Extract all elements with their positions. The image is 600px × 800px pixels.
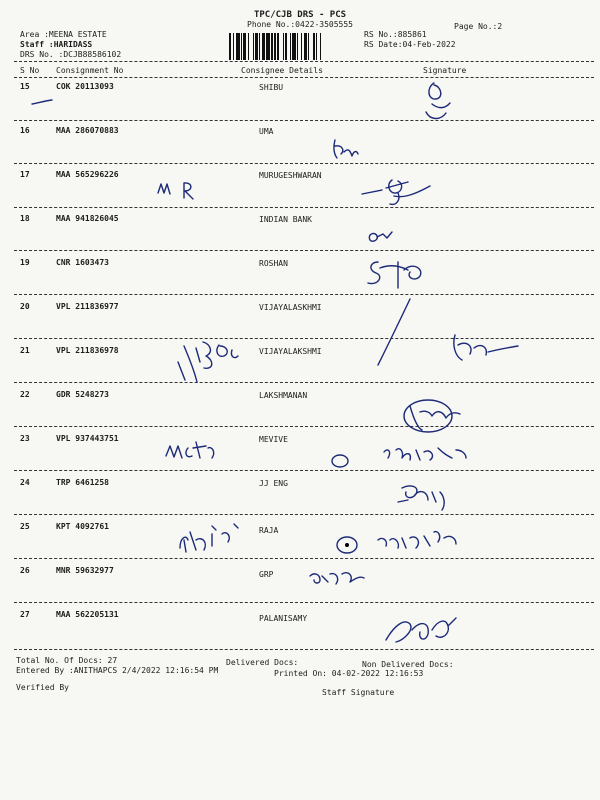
rs-date: RS Date:04-Feb-2022: [364, 40, 456, 49]
row-sno: 26: [20, 566, 30, 575]
table-row: [0, 390, 600, 430]
row-divider: [14, 250, 594, 251]
row-divider: [14, 470, 594, 471]
barcode-bar: [321, 33, 322, 60]
row-consignee: ROSHAN: [259, 259, 288, 268]
row-sno: 17: [20, 170, 30, 179]
row-consignee: INDIAN BANK: [259, 215, 312, 224]
row-consignment: MNR 59632977: [56, 566, 114, 575]
row-divider: [14, 602, 594, 603]
table-row: [0, 522, 600, 562]
row-divider: [14, 294, 594, 295]
printed-on: Printed On: 04-02-2022 12:16:53: [274, 669, 424, 678]
table-row: [0, 566, 600, 606]
row-divider: [14, 382, 594, 383]
staff-field: Staff :HARIDASS: [20, 40, 93, 49]
table-row: [0, 434, 600, 474]
table-row: [0, 126, 600, 166]
total-docs: Total No. Of Docs: 27: [16, 656, 118, 665]
row-consignee: RAJA: [259, 526, 279, 535]
entered-by: Entered By :ANITHAPCS 2/4/2022 12:16:54 PM: [16, 666, 219, 675]
row-sno: 20: [20, 302, 30, 311]
row-consignee: VIJAYALAKSHMI: [259, 347, 322, 356]
row-sno: 24: [20, 478, 30, 487]
page-number: Page No.:2: [454, 22, 503, 31]
row-consignment: VPL 937443751: [56, 434, 119, 443]
row-consignment: TRP 6461258: [56, 478, 109, 487]
row-consignee: MURUGESHWARAN: [259, 171, 322, 180]
header-divider: [14, 61, 594, 62]
delivered-docs: Delivered Docs:: [226, 658, 299, 667]
row-consignee: VIJAYALASKHMI: [259, 303, 322, 312]
row-consignment: KPT 4092761: [56, 522, 109, 531]
rs-number: RS No.:885861: [364, 30, 427, 39]
table-row: [0, 346, 600, 386]
row-consignee: SHIBU: [259, 83, 284, 92]
row-consignment: VPL 211836977: [56, 302, 119, 311]
staff-signature-label: Staff Signature: [322, 688, 395, 697]
row-consignment: MAA 562205131: [56, 610, 119, 619]
row-consignment: GDR 5248273: [56, 390, 109, 399]
row-consignment: COK 20113093: [56, 82, 114, 91]
row-divider: [14, 207, 594, 208]
row-consignee: MEVIVE: [259, 435, 288, 444]
row-sno: 22: [20, 390, 30, 399]
row-sno: 15: [20, 82, 30, 91]
row-divider: [14, 558, 594, 559]
row-divider: [14, 649, 594, 650]
table-row: [0, 302, 600, 342]
row-consignment: CNR 1603473: [56, 258, 109, 267]
row-consignment: MAA 286070883: [56, 126, 119, 135]
table-row: [0, 258, 600, 298]
table-row: [0, 478, 600, 518]
row-sno: 16: [20, 126, 30, 135]
area-field: Area :MEENA ESTATE: [20, 30, 107, 39]
column-signature: Signature: [423, 66, 467, 75]
table-row: [0, 82, 600, 122]
row-sno: 21: [20, 346, 30, 355]
row-divider: [14, 163, 594, 164]
document-title: TPC/CJB DRS - PCS: [253, 10, 347, 20]
table-row: [0, 170, 600, 210]
row-consignee: JJ ENG: [259, 479, 288, 488]
row-divider: [14, 514, 594, 515]
row-sno: 18: [20, 214, 30, 223]
column-consignment: Consignment No: [56, 66, 124, 75]
table-row: [0, 214, 600, 254]
phone-number: Phone No.:0422-3505555: [247, 20, 353, 29]
row-divider: [14, 426, 594, 427]
row-sno: 23: [20, 434, 30, 443]
column-consignee: Consignee Details: [241, 66, 323, 75]
table-row: [0, 610, 600, 650]
row-consignee: GRP: [259, 570, 274, 579]
row-consignment: MAA 565296226: [56, 170, 119, 179]
row-consignment: VPL 211836978: [56, 346, 119, 355]
drs-number: DRS No. :DCJB88586102: [20, 50, 122, 59]
row-consignee: UMA: [259, 127, 274, 136]
row-consignment: MAA 941826045: [56, 214, 119, 223]
verified-by: Verified By: [16, 683, 69, 692]
barcode-icon: [229, 33, 357, 60]
row-sno: 19: [20, 258, 30, 267]
column-sno: S No: [20, 66, 40, 75]
row-consignee: LAKSHMANAN: [259, 391, 308, 400]
row-divider: [14, 120, 594, 121]
non-delivered-docs: Non Delivered Docs:: [362, 660, 454, 669]
column-divider: [14, 77, 594, 78]
row-consignee: PALANISAMY: [259, 614, 308, 623]
row-divider: [14, 338, 594, 339]
row-sno: 27: [20, 610, 30, 619]
row-sno: 25: [20, 522, 30, 531]
